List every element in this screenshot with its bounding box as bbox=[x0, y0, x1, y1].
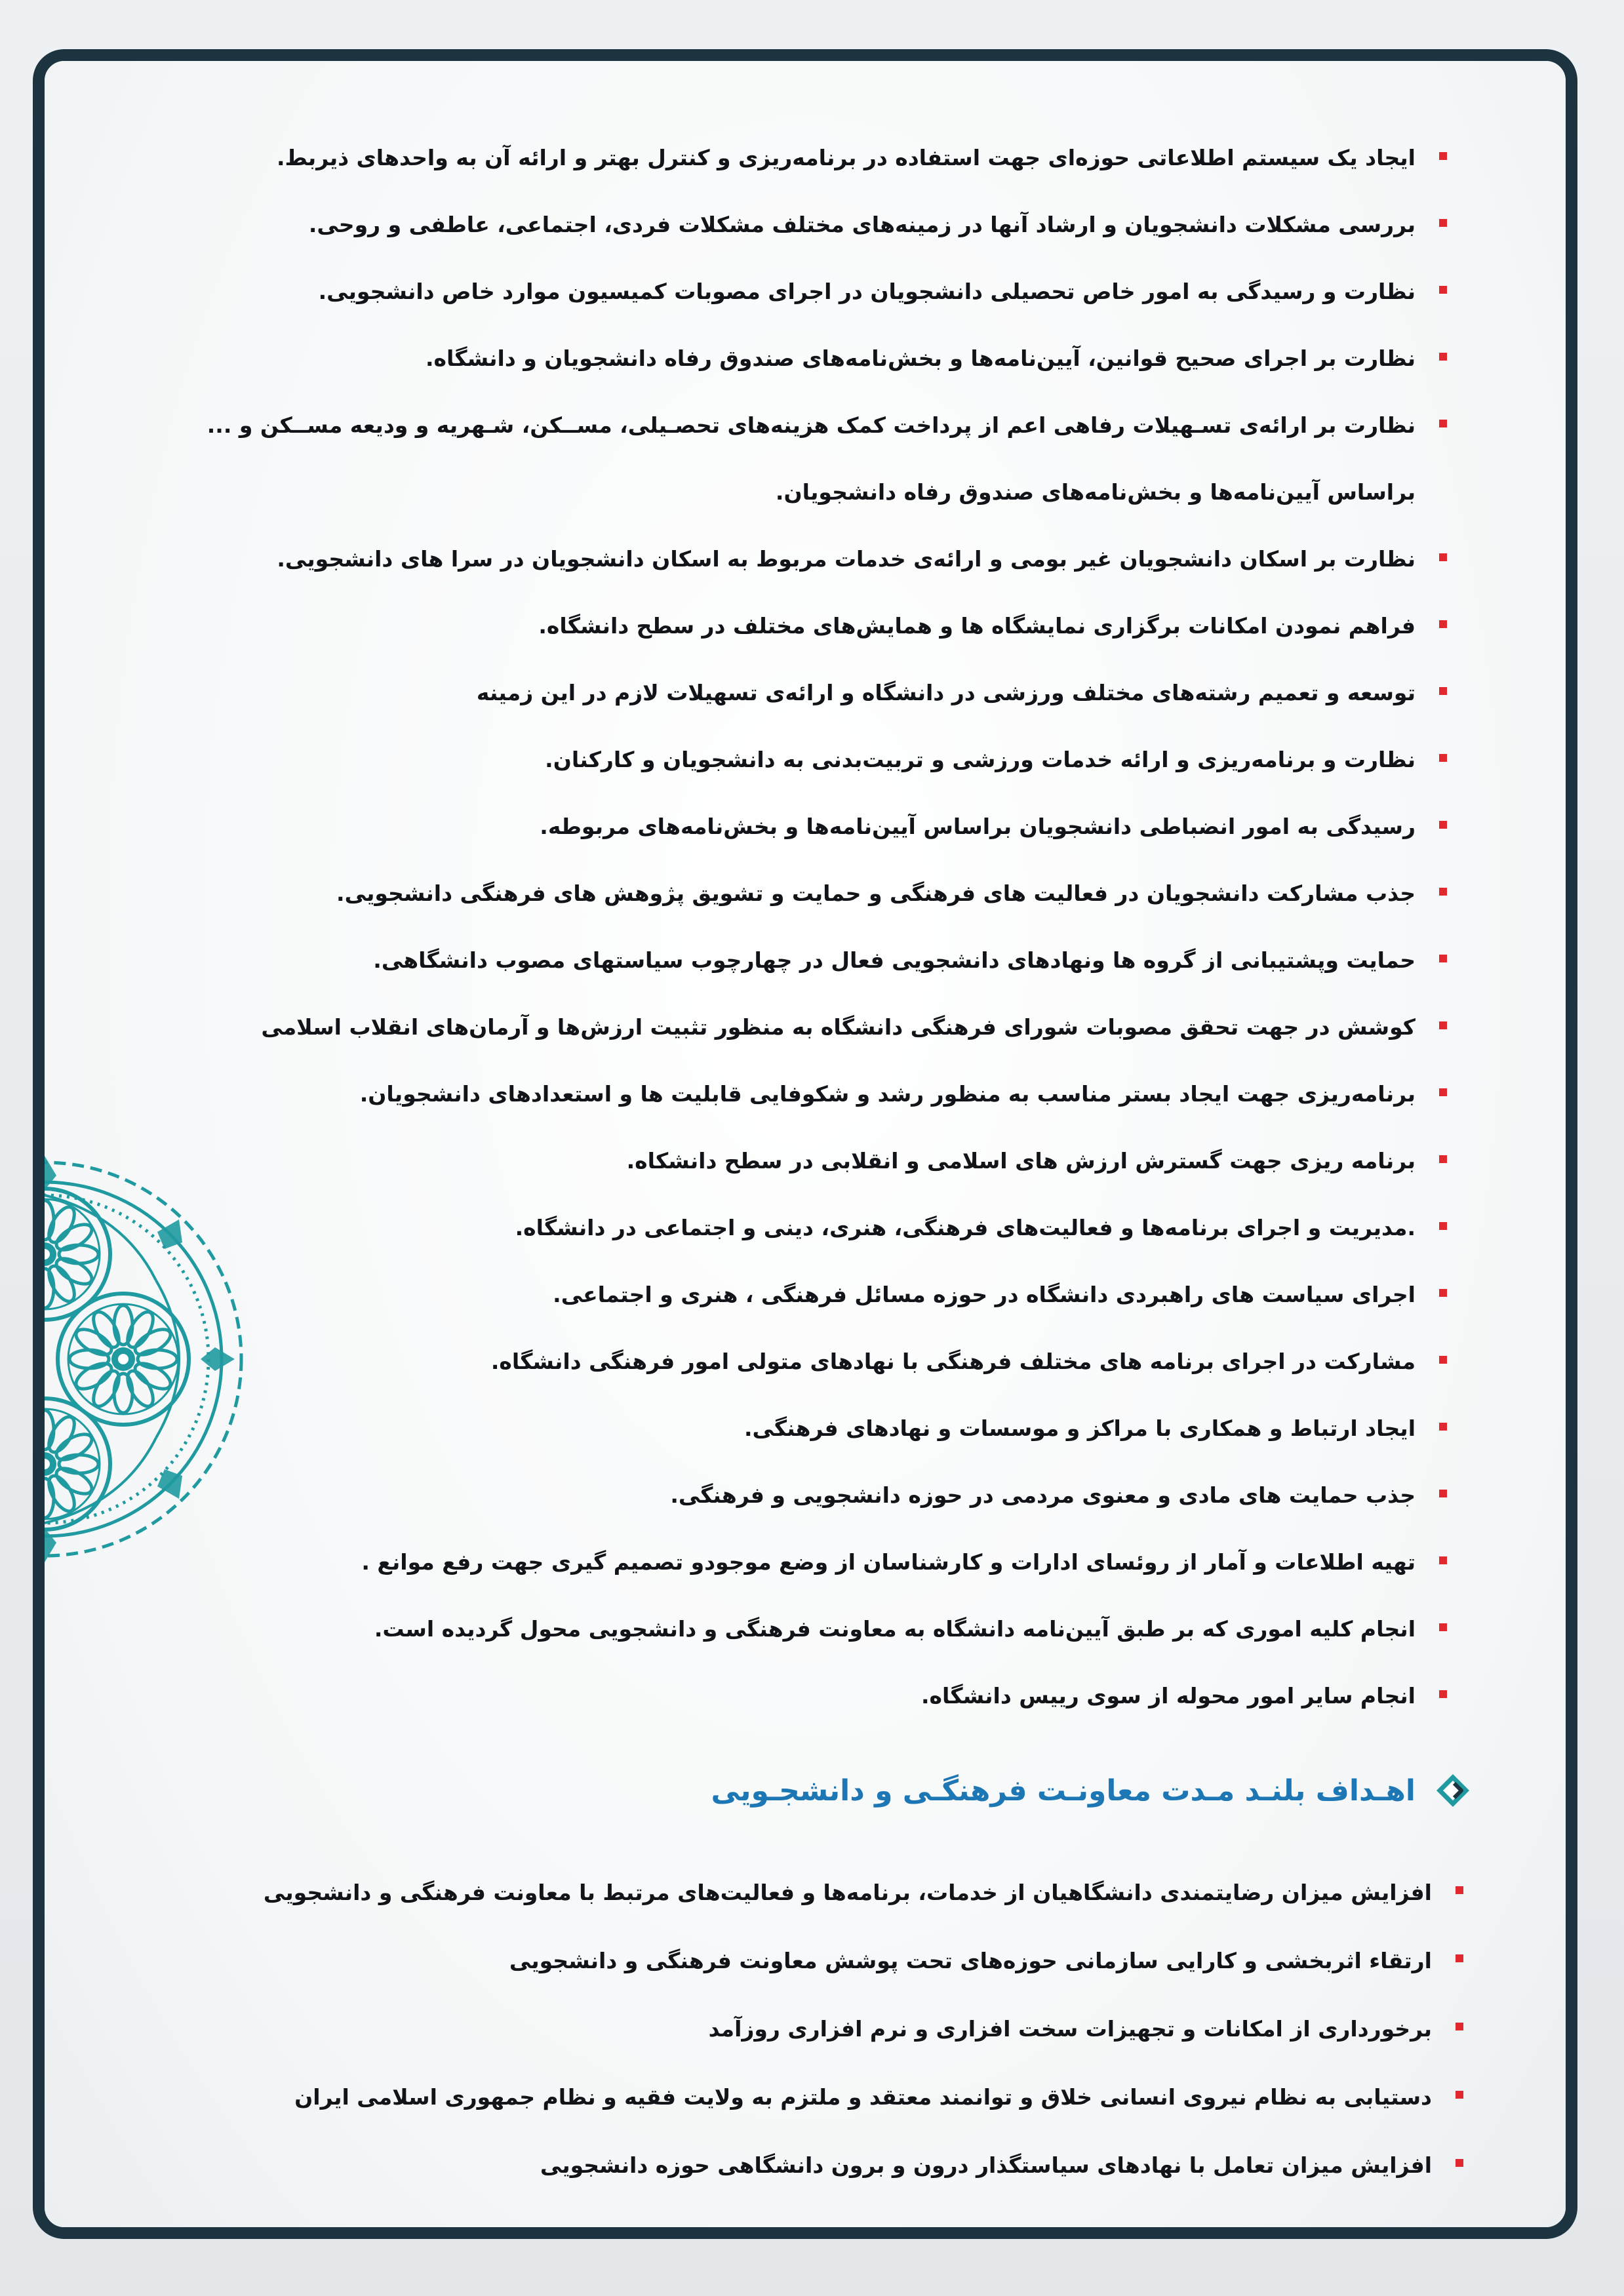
list-item bbox=[136, 726, 1447, 793]
list-item-text: تهیه اطلاعات و آمار از روئسای ادارات و کارشناسان از وضع موجودو تصمیم گیری جهت رفع موانع . bbox=[361, 1549, 1416, 1575]
list-item bbox=[136, 994, 1447, 1061]
list-item bbox=[136, 1663, 1447, 1730]
list-item-text: نظارت بر اسکان دانشجویان غیر بومی و ارائه‌ی خدمات مربوط به اسکان دانشجویان در سرا های دانشجویی. bbox=[277, 546, 1416, 572]
diamond-chevron-icon bbox=[1433, 1770, 1473, 1811]
goals-heading-text: اهـداف بلنـد مـدت معاونـت فرهنگـی و دانشجـویی bbox=[711, 1773, 1416, 1808]
list-item bbox=[136, 125, 1447, 191]
bullet-icon bbox=[1456, 1886, 1463, 1894]
list-item bbox=[136, 927, 1447, 994]
list-item-text: جذب حمایت های مادی و معنوی مردمی در حوزه دانشجویی و فرهنگی. bbox=[670, 1482, 1416, 1508]
list-item-text: کوشش در جهت تحقق مصوبات شورای فرهنگی دانشگاه به منظور تثبیت ارزش‌ها و آرمان‌های انقلاب اسلامی bbox=[261, 1014, 1416, 1040]
list-item-text: اجرای سیاست های راهبردی دانشگاه در حوزه مسائل فرهنگی ، هنری و اجتماعی. bbox=[553, 1282, 1416, 1307]
list-item-text: جذب مشارکت دانشجویان در فعالیت های فرهنگی و حمایت و تشویق پژوهش های فرهنگی دانشجویی. bbox=[336, 881, 1416, 906]
bullet-icon bbox=[1439, 955, 1447, 962]
bullet-icon bbox=[1456, 2023, 1463, 2030]
list-item-text: افزایش میزان تعامل با نهادهای سیاستگذار درون و برون دانشگاهی حوزه دانشجویی bbox=[540, 2152, 1432, 2178]
list-item-text: انجام کلیه اموری که بر طبق آیین‌نامه دانشگاه به معاونت فرهنگی و دانشجویی محول گردیده است. bbox=[374, 1616, 1416, 1642]
bullet-icon bbox=[1439, 1556, 1447, 1564]
list-item bbox=[136, 1529, 1447, 1596]
list-item-text: .مدیریت و اجرای برنامه‌ها و فعالیت‌های فرهنگی، هنری، دینی و اجتماعی در دانشگاه. bbox=[515, 1215, 1416, 1240]
list-item bbox=[136, 660, 1447, 726]
bullet-icon bbox=[1439, 1356, 1447, 1364]
list-item-text: نظارت بر ارائه‌ی تسـهیلات رفاهی اعم از پرداخت کمک هزینه‌های تحصـیلی، مســکن، شـهریه و ودیعه مســکن و ... براساس آیین‌نامه‌ها و بخش‌نامه‌های صندوق رفاه دانشجویان. bbox=[207, 412, 1416, 505]
bullet-icon bbox=[1439, 152, 1447, 160]
bullet-icon bbox=[1439, 353, 1447, 361]
list-item bbox=[136, 1596, 1447, 1663]
list-item bbox=[152, 1995, 1463, 2063]
bullet-icon bbox=[1439, 754, 1447, 762]
list-item bbox=[136, 392, 1447, 526]
list-item-text: بررسی مشکلات دانشجویان و ارشاد آنها در زمینه‌های مختلف مشکلات فردی، اجتماعی، عاطفی و روحی. bbox=[308, 212, 1416, 237]
bullet-icon bbox=[1439, 553, 1447, 561]
bullet-icon bbox=[1456, 1954, 1463, 1962]
bullet-icon bbox=[1456, 2091, 1463, 2099]
bullet-icon bbox=[1439, 219, 1447, 227]
list-item-text: برخورداری از امکانات و تجهیزات سخت افزاری و نرم افزاری روزآمد bbox=[708, 2016, 1432, 2042]
bullet-icon bbox=[1439, 1222, 1447, 1230]
duties-list bbox=[136, 125, 1447, 1730]
bullet-icon bbox=[1439, 888, 1447, 896]
list-item-text: نظارت بر اجرای صحیح قوانین، آیین‌نامه‌ها و بخش‌نامه‌های صندوق رفاه دانشجویان و دانشگاه. bbox=[425, 346, 1416, 371]
list-item-text: برنامه‌ریزی جهت ایجاد بستر مناسب به منظور رشد و شکوفایی قابلیت ها و استعدادهای دانشجویان. bbox=[359, 1081, 1416, 1107]
list-item-text: افزایش میزان رضایتمندی دانشگاهیان از خدمات، برنامه‌ها و فعالیت‌های مرتبط با معاونت فرهنگی و دانشجویی bbox=[263, 1880, 1432, 1905]
list-item bbox=[136, 526, 1447, 593]
bullet-icon bbox=[1439, 1623, 1447, 1631]
list-item bbox=[136, 1061, 1447, 1128]
bullet-icon bbox=[1439, 1690, 1447, 1698]
bullet-icon bbox=[1439, 1490, 1447, 1497]
goals-heading bbox=[711, 1770, 1473, 1811]
list-item bbox=[136, 1261, 1447, 1328]
bullet-icon bbox=[1439, 1289, 1447, 1297]
bullet-icon bbox=[1439, 620, 1447, 628]
bullet-icon bbox=[1439, 420, 1447, 427]
list-item bbox=[136, 1462, 1447, 1529]
list-item bbox=[136, 325, 1447, 392]
list-item-text: نظارت و رسیدگی به امور خاص تحصیلی دانشجویان در اجرای مصوبات کمیسیون موارد خاص دانشجویی. bbox=[318, 279, 1416, 304]
list-item bbox=[136, 793, 1447, 860]
list-item bbox=[152, 1859, 1463, 1927]
list-item-text: نظارت و برنامه‌ریزی و ارائه خدمات ورزشی و تربیت‌بدنی به دانشجویان و کارکنان. bbox=[545, 747, 1416, 772]
list-item bbox=[136, 258, 1447, 325]
bullet-icon bbox=[1456, 2159, 1463, 2167]
list-item-text: حمایت وپشتیبانی از گروه ها ونهادهای دانشجویی فعال در چهارچوب سیاستهای مصوب دانشگاهی. bbox=[373, 947, 1416, 973]
list-item-text: توسعه و تعمیم رشته‌های مختلف ورزشی در دانشگاه و ارائه‌ی تسهیلات لازم در این زمینه bbox=[476, 680, 1416, 705]
bullet-icon bbox=[1439, 1021, 1447, 1029]
list-item bbox=[136, 593, 1447, 660]
list-item bbox=[152, 1927, 1463, 1995]
bullet-icon bbox=[1439, 1155, 1447, 1163]
bullet-icon bbox=[1439, 1088, 1447, 1096]
goals-list bbox=[152, 1859, 1463, 2200]
list-item bbox=[136, 191, 1447, 258]
list-item bbox=[152, 2131, 1463, 2200]
list-item bbox=[136, 1395, 1447, 1462]
list-item bbox=[136, 860, 1447, 927]
list-item-text: مشارکت در اجرای برنامه های مختلف فرهنگی با نهادهای متولی امور فرهنگی دانشگاه. bbox=[490, 1349, 1416, 1374]
list-item bbox=[136, 1128, 1447, 1195]
list-item bbox=[136, 1195, 1447, 1261]
list-item-text: فراهم نمودن امکانات برگزاری نمایشگاه ها و همایش‌های مختلف در سطح دانشگاه. bbox=[538, 613, 1416, 639]
list-item-text: برنامه ریزی جهت گسترش ارزش های اسلامی و انقلابی در سطح دانشکاه. bbox=[626, 1148, 1416, 1174]
list-item-text: رسیدگی به امور انضباطی دانشجویان براساس آیین‌نامه‌ها و بخش‌نامه‌های مربوطه. bbox=[540, 814, 1416, 839]
bullet-icon bbox=[1439, 286, 1447, 294]
bullet-icon bbox=[1439, 687, 1447, 695]
list-item-text: ارتقاء اثربخشی و کارایی سازمانی حوزه‌های تحت پوشش معاونت فرهنگی و دانشجویی bbox=[509, 1948, 1432, 1973]
list-item bbox=[152, 2063, 1463, 2131]
bullet-icon bbox=[1439, 821, 1447, 829]
list-item-text: انجام سایر امور محوله از سوی رییس دانشگاه. bbox=[921, 1683, 1416, 1709]
bullet-icon bbox=[1439, 1423, 1447, 1431]
list-item bbox=[136, 1328, 1447, 1395]
list-item-text: دستیابی به نظام نیروی انسانی خلاق و توانمند معتقد و ملتزم به ولایت فقیه و نظام جمهوری اسلامی ایران bbox=[294, 2084, 1432, 2110]
list-item-text: ایجاد ارتباط و همکاری با مراکز و موسسات و نهادهای فرهنگی. bbox=[744, 1415, 1416, 1441]
list-item-text: ایجاد یک سیستم اطلاعاتی حوزه‌ای جهت استفاده در برنامه‌ریزی و کنترل بهتر و ارائه آن به واحدهای ذیربط. bbox=[276, 145, 1416, 170]
